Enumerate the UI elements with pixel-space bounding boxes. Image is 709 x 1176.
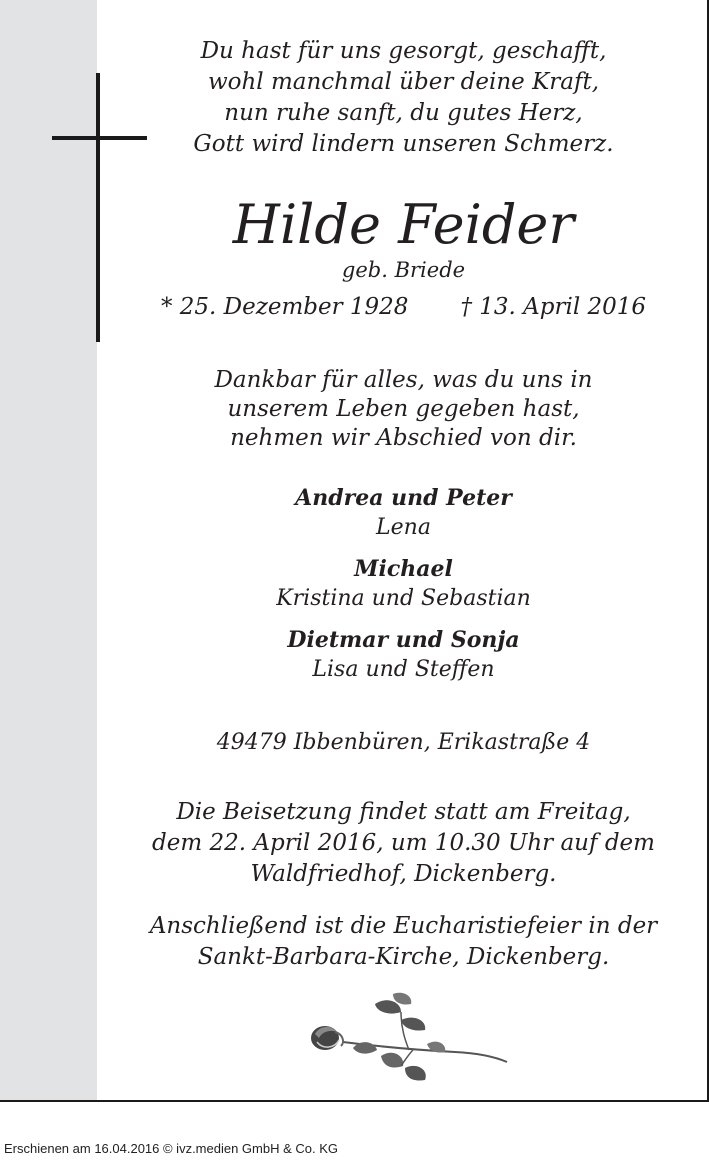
poem-line: Gott wird lindern unseren Schmerz. [193, 131, 614, 157]
family-primary: Andrea und Peter [295, 485, 512, 511]
address: 49479 Ibbenbüren, Erikastraße 4 [216, 730, 591, 755]
poem-line: wohl manchmal über deine Kraft, [207, 69, 600, 95]
side-band [0, 0, 97, 1100]
death-date: † 13. April 2016 [460, 294, 647, 320]
mass-info [100, 911, 707, 973]
family-secondary: Lisa und Steffen [312, 657, 495, 682]
poem-line: nun ruhe sanft, du gutes Herz, [224, 100, 583, 126]
thanks-line: Dankbar für alles, was du uns in [214, 367, 593, 393]
service-line: dem 22. April 2016, um 10.30 Uhr auf dem [152, 830, 655, 856]
thanks-line: nehmen wir Abschied von dir. [230, 425, 577, 451]
birth-date: * 25. Dezember 1928 [160, 294, 409, 320]
birth-name: geb. Briede [341, 258, 466, 282]
mass-line: Sankt-Barbara-Kirche, Dickenberg. [197, 944, 610, 970]
thanks-line: unserem Leben gegeben hast, [227, 396, 580, 422]
poem [100, 36, 707, 160]
poem-line: Du hast für uns gesorgt, geschafft, [200, 38, 607, 64]
service-info [100, 797, 707, 890]
family-group [100, 555, 707, 613]
mass-line: Anschließend ist die Eucharistiefeier in der [149, 913, 658, 939]
rose-icon [305, 990, 515, 1090]
family-secondary: Kristina und Sebastian [276, 586, 531, 611]
family-primary: Michael [354, 556, 453, 582]
family-secondary: Lena [376, 515, 431, 540]
family-group [100, 484, 707, 542]
deceased-name: Hilde Feider [232, 193, 575, 256]
service-line: Die Beisetzung findet statt am Freitag, [176, 799, 631, 825]
life-dates [100, 292, 707, 323]
family-group [100, 626, 707, 684]
service-line: Waldfriedhof, Dickenberg. [250, 861, 557, 887]
family-primary: Dietmar und Sonja [287, 627, 520, 653]
publication-footer: Erschienen am 16.04.2016 © ivz.medien GmbH & Co. KG [4, 1141, 339, 1156]
thanks-text [100, 366, 707, 453]
